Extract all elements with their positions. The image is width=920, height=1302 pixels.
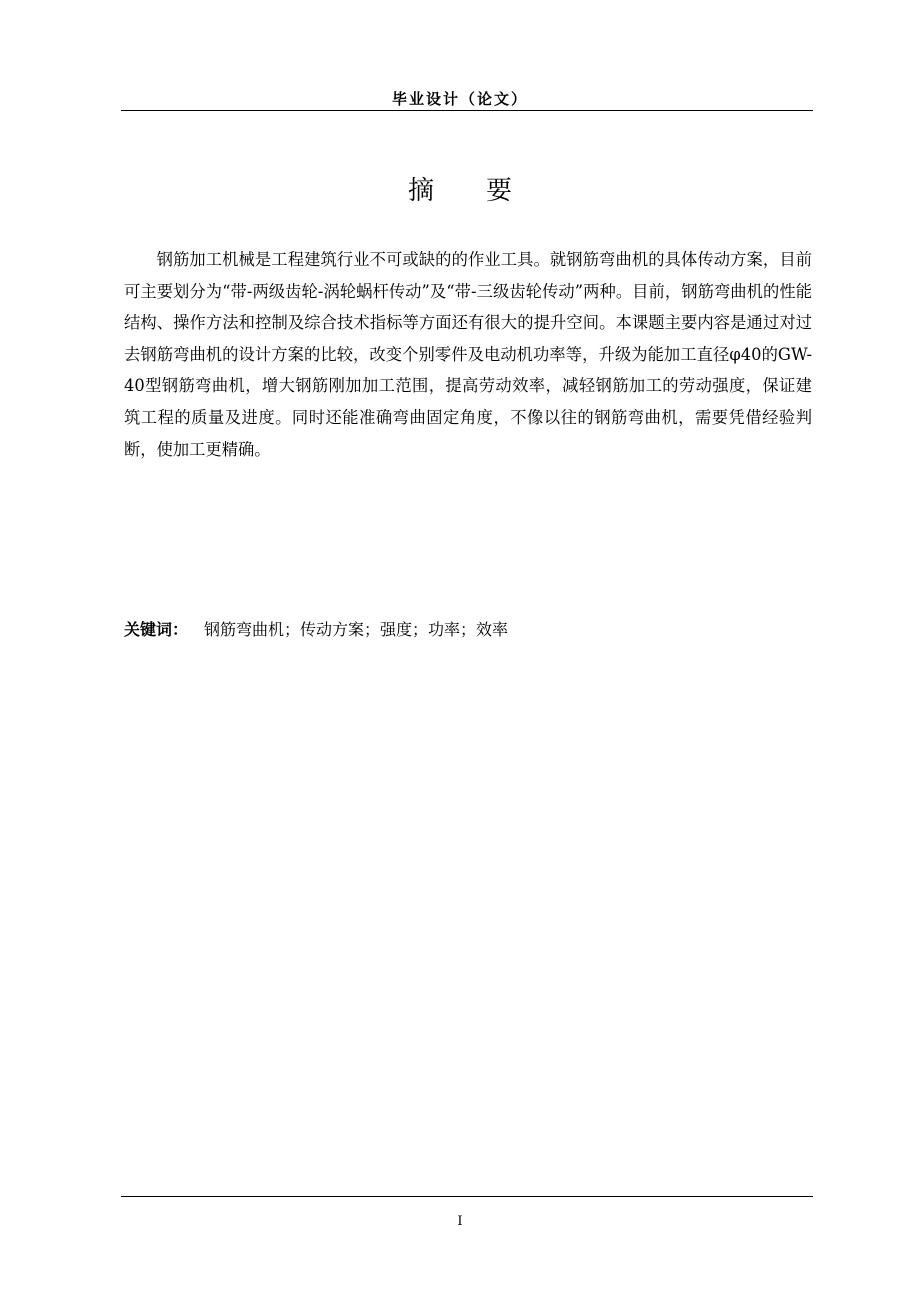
header-divider: [121, 110, 813, 111]
keywords-label: 关键词：: [124, 620, 189, 639]
abstract-body: 钢筋加工机械是工程建筑行业不可或缺的的作业工具。就钢筋弯曲机的具体传动方案，目前可主要划分为“带-两级齿轮-涡轮蜗杆传动”及“带-三级齿轮传动”两种。目前，钢筋弯曲机的性能结构、操作方法和控制及综合技术指标等方面还有很大的提升空间。本课题主要内容是通过对过去钢筋弯曲机的设计方案的比较，改变个别零件及电动机功率等，升级为能加工直径φ40的GW-40型钢筋弯曲机，增大钢筋刚加加工范围，提高劳动效率，减轻钢筋加工的劳动强度，保证建筑工程的质量及进度。同时还能准确弯曲固定角度，不像以往的钢筋弯曲机，需要凭借经验判断，使加工更精确。: [124, 250, 812, 459]
page-title-char-1: 摘: [407, 176, 434, 206]
page-title: [0, 174, 920, 208]
keywords-line: [124, 616, 812, 644]
page-number: I: [457, 1214, 463, 1229]
page-title-char-2: 要: [486, 176, 513, 206]
running-header: 毕业设计（论文）: [391, 90, 528, 108]
footer-divider: [121, 1196, 813, 1197]
keywords-value: 钢筋弯曲机；传动方案；强度；功率；效率: [204, 620, 509, 639]
